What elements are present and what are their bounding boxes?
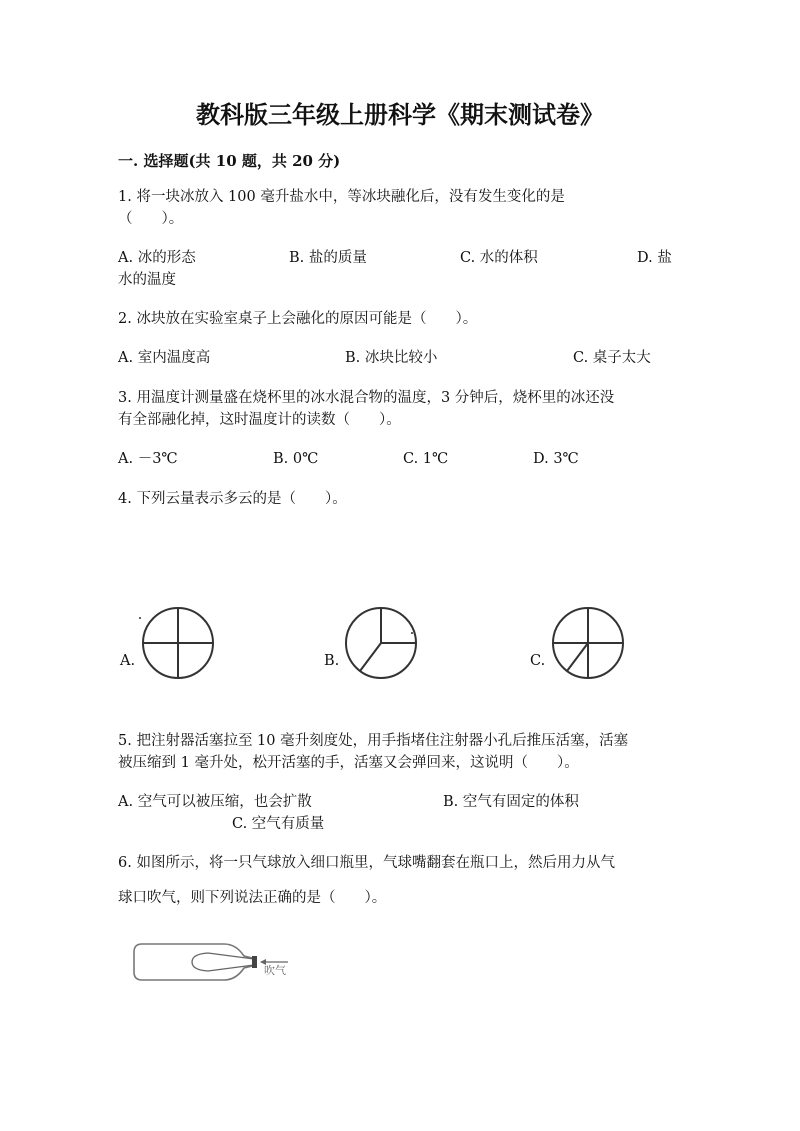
- cloud-cover-c-diagonal-line: [567, 643, 588, 671]
- question-4-stem: 4. 下列云量表示多云的是（ ）。: [118, 491, 347, 507]
- question-1-option-d: D. 盐: [637, 250, 672, 266]
- question-6-stem-line1: 6. 如图所示，将一只气球放入细口瓶里，气球嘴翻套在瓶口上，然后用力从气: [118, 855, 615, 871]
- question-3-option-d: D. 3℃: [533, 451, 579, 467]
- question-4-option-b: B.: [324, 653, 340, 669]
- cloud-cover-a-figure: [138, 605, 222, 681]
- section-heading: 一. 选择题(共 10 题，共 20 分): [118, 152, 341, 170]
- question-3-option-c: C. 1℃: [403, 451, 449, 467]
- question-5-option-a: A. 空气可以被压缩，也会扩散: [118, 794, 312, 810]
- question-1-stem-line1: 1. 将一块冰放入 100 毫升盐水中，等冰块融化后，没有发生变化的是: [118, 189, 565, 205]
- question-1-stem-line2: （ ）。: [118, 211, 184, 227]
- question-2-option-a: A. 室内温度高: [118, 350, 211, 366]
- question-6-stem-line2: 球口吹气，则下列说法正确的是（ ）。: [118, 890, 387, 906]
- question-1-option-d-wrap: 水的温度: [118, 272, 176, 288]
- question-5-option-b: B. 空气有固定的体积: [443, 794, 579, 810]
- cloud-cover-b-figure: [342, 605, 426, 681]
- question-2-option-b: B. 冰块比较小: [345, 350, 438, 366]
- cloud-cover-a-dot: [139, 617, 141, 619]
- question-3-stem-line1: 3. 用温度计测量盛在烧杯里的冰水混合物的温度，3 分钟后，烧杯里的冰还没: [118, 390, 615, 406]
- cloud-cover-b-diagonal-line: [360, 643, 381, 671]
- question-3-option-a: A. －3℃: [118, 451, 178, 467]
- question-1-option-c: C. 水的体积: [460, 250, 538, 266]
- page-title: 教科版三年级上册科学《期末测试卷》: [196, 100, 604, 129]
- question-2-stem: 2. 冰块放在实验室桌子上会融化的原因可能是（ ）。: [118, 311, 478, 327]
- question-4-option-c: C.: [530, 653, 546, 669]
- question-1-option-a: A. 冰的形态: [118, 250, 196, 266]
- cloud-cover-c-figure: [550, 605, 634, 681]
- question-3-option-b: B. 0℃: [273, 451, 319, 467]
- question-5-stem-line1: 5. 把注射器活塞拉至 10 毫升刻度处，用手指堵住注射器小孔后推压活塞，活塞: [118, 733, 629, 749]
- cloud-cover-b-dot: [411, 632, 413, 634]
- question-3-stem-line2: 有全部融化掉，这时温度计的读数（ ）。: [118, 412, 401, 428]
- question-5-stem-line2: 被压缩到 1 毫升处，松开活塞的手，活塞又会弹回来，这说明（ ）。: [118, 755, 579, 771]
- balloon-mouth: [252, 956, 257, 968]
- question-1-option-b: B. 盐的质量: [289, 250, 367, 266]
- question-4-option-a: A.: [120, 653, 136, 669]
- figure-label-blow: 吹气: [264, 964, 286, 977]
- question-5-option-c: C. 空气有质量: [232, 816, 325, 832]
- question-2-option-c: C. 桌子太大: [573, 350, 651, 366]
